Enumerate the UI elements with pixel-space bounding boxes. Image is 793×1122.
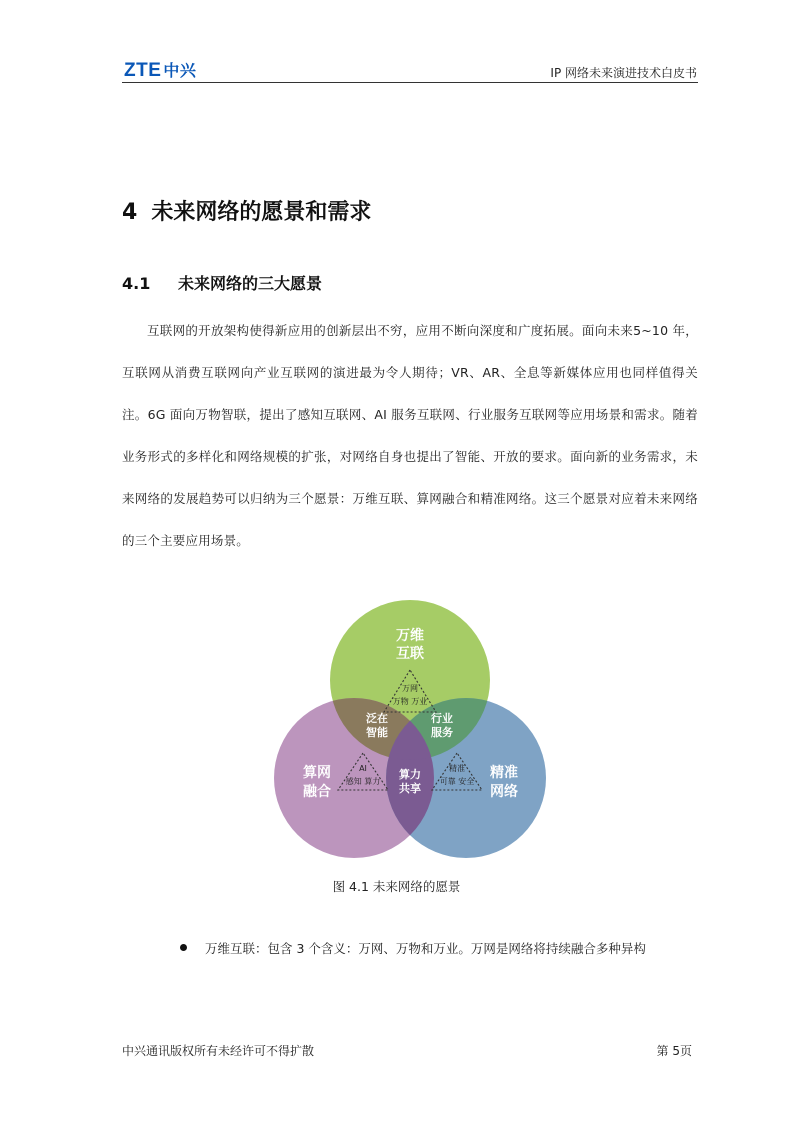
triangle-left-line2: 感知 算力: [345, 777, 381, 786]
overlap-center-line2: 共享: [399, 782, 421, 795]
body-paragraph: 互联网的开放架构使得新应用的创新层出不穷，应用不断向深度和广度拓展。面向未来5~10 年，互联网从消费互联网向产业互联网的演进最为令人期待；VR、AR、全息等新媒体应用也同样值得关注。6G 面向万物智联，提出了感知互联网、AI 服务互联网、行业服务互联网等应用场景和需求。随着业务形式的多样化和网络规模的扩张，对网络自身也提出了智能、开放的要求。面向新的业务需求，未来网络的发展趋势可以归纳为三个愿景：万维互联、算网融合和精准网络。这三个愿景对应着未来网络的三个主要应用场景。: [122, 323, 698, 548]
circle-top-line1: 万维: [396, 628, 424, 644]
bullet-icon: [180, 944, 187, 951]
overlap-center-line1: 算力: [399, 768, 421, 781]
circle-left-line1: 算网: [303, 765, 331, 781]
triangle-right-line2: 可靠 安全: [439, 777, 475, 786]
triangle-left-line1: AI: [359, 764, 367, 773]
venn-diagram: [266, 596, 552, 864]
circle-left-line2: 融合: [303, 784, 331, 800]
footer-copyright: 中兴通讯版权所有未经许可不得扩散: [122, 1044, 315, 1058]
zte-logo: [124, 58, 196, 82]
logo-cn: 中兴: [163, 63, 197, 80]
circle-top-line2: 互联: [396, 646, 424, 662]
overlap-top-right-line1: 行业: [431, 712, 453, 725]
overlap-top-left-line2: 智能: [366, 726, 388, 739]
header-divider: [122, 82, 698, 83]
chapter-title: 未来网络的愿景和需求: [151, 200, 372, 225]
triangle-top-line2: 万物 万业: [392, 697, 428, 706]
section-heading: [122, 271, 322, 294]
triangle-right-line1: 精准: [449, 764, 465, 773]
section-title: 未来网络的三大愿景: [178, 274, 323, 293]
chapter-heading: [122, 195, 371, 226]
overlap-top-left-line1: 泛在: [366, 712, 388, 725]
circle-right-line1: 精准: [490, 765, 518, 781]
chapter-number: 4: [122, 200, 138, 225]
triangle-top-line1: 万网: [402, 684, 418, 693]
overlap-top-right-line2: 服务: [431, 726, 453, 739]
footer-page-number: 第 5页: [656, 1044, 692, 1058]
bullet-text: 万维互联：包含 3 个含义：万网、万物和万业。万网是网络将持续融合多种异构: [205, 941, 646, 956]
circle-right-line2: 网络: [490, 784, 518, 800]
figure-caption: 图 4.1 未来网络的愿景: [332, 879, 461, 894]
logo-latin: ZTE: [124, 60, 162, 81]
bullet-item: [180, 939, 646, 957]
section-number: 4.1: [122, 274, 151, 293]
document-title: IP 网络未来演进技术白皮书: [550, 66, 697, 80]
